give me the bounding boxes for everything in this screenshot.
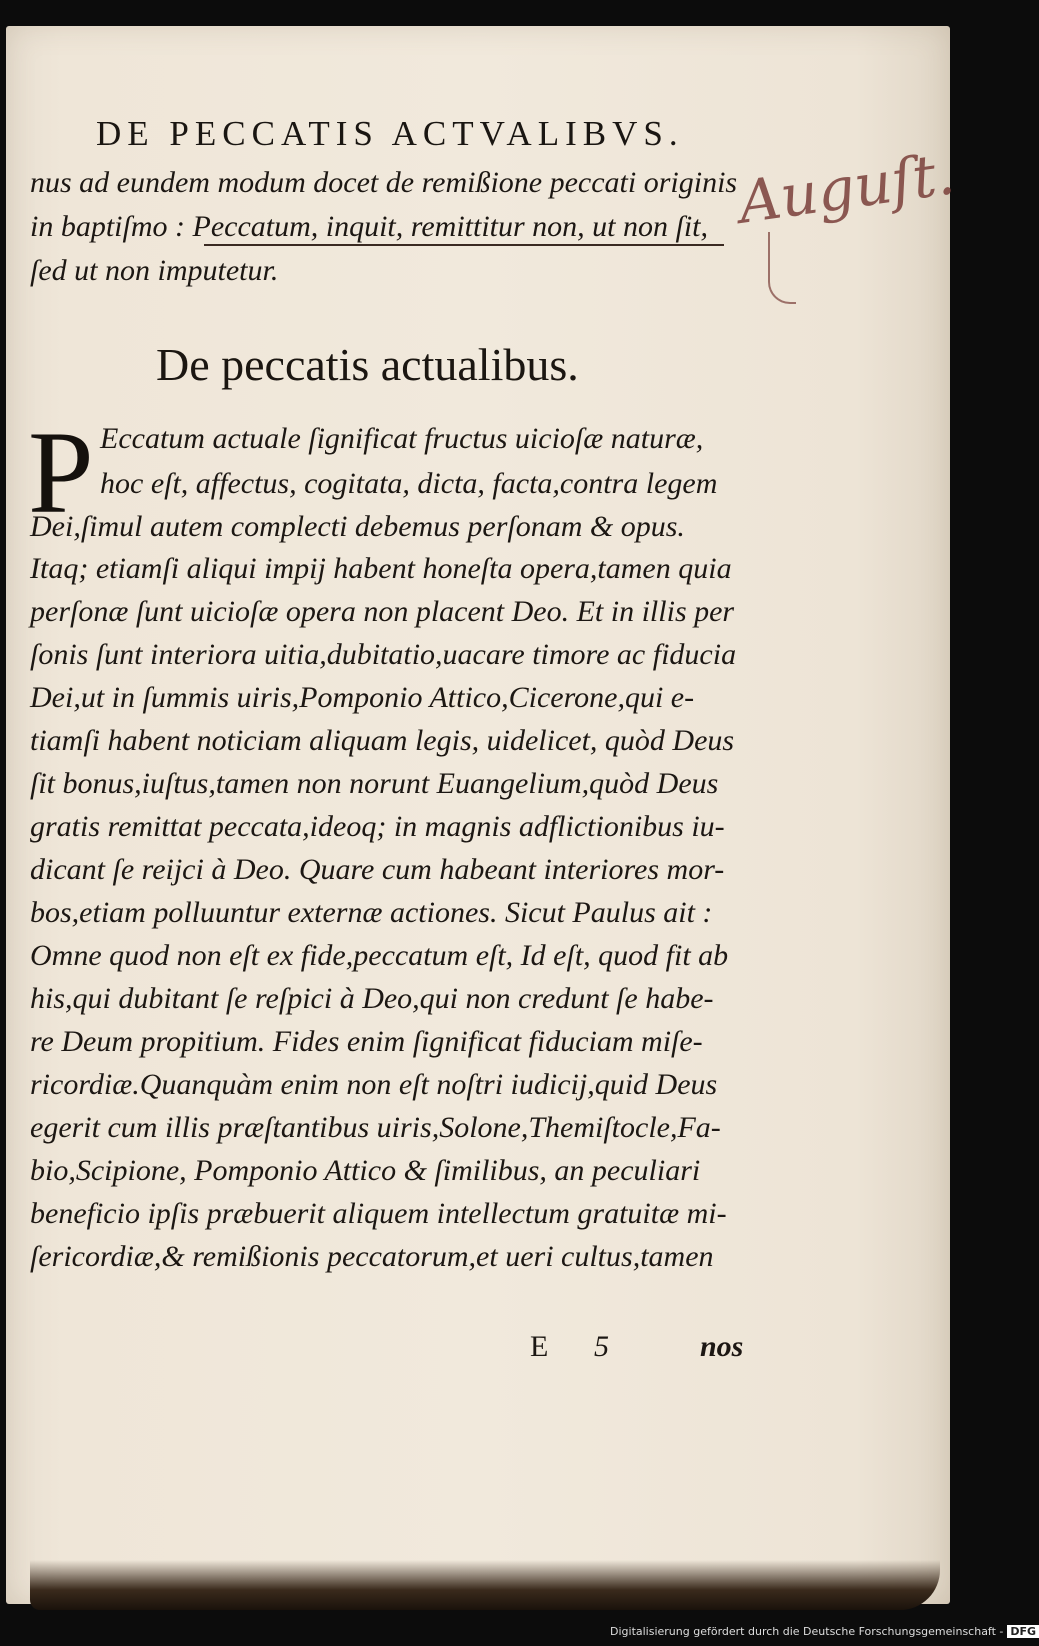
body-line: ſit bonus,iuſtus,tamen non norunt Euangelium,quòd Deus — [30, 767, 719, 800]
signature-number: 5 — [594, 1330, 609, 1363]
body-line: Itaq; etiamſi aliqui impij habent honeſta opera,tamen quia — [30, 552, 732, 585]
section-title: De peccatis actualibus. — [156, 339, 579, 390]
body-line: gratis remittat peccata,ideoq; in magnis adflictionibus iu- — [30, 810, 725, 843]
intro-line: in baptiſmo : Peccatum, inquit, remittitur non, ut non ſit, — [30, 210, 709, 243]
body-line: perſonæ ſunt uicioſæ opera non placent Deo. Et in illis per — [30, 595, 735, 628]
body-line: hoc eſt, affectus, cogitata, dicta, facta,contra legem — [100, 467, 718, 500]
handwritten-marginalia: Auguſt. — [734, 139, 959, 237]
dfg-logo: DFG — [1007, 1625, 1039, 1638]
body-line: Omne quod non eſt ex fide,peccatum eſt, Id eſt, quod fit ab — [30, 939, 729, 972]
handwritten-underline — [204, 244, 724, 246]
body-line: bio,Scipione, Pomponio Attico & ſimilibus, an peculiari — [30, 1154, 701, 1187]
digitization-credit — [610, 1625, 1039, 1638]
body-line: bos,etiam polluuntur externæ actiones. Sicut Paulus ait : — [30, 896, 713, 929]
drop-capital: P — [28, 407, 94, 538]
intro-line: ſed ut non imputetur. — [30, 254, 279, 287]
body-line: egerit cum illis præſtantibus uiris,Solone,Themiſtocle,Fa- — [30, 1111, 721, 1144]
digitization-credit-text: Digitalisierung gefördert durch die Deutsche Forschungsgemeinschaft - — [610, 1625, 1004, 1638]
handwritten-bracket-mark — [768, 232, 796, 304]
page-bottom-edge — [30, 1560, 940, 1610]
body-line: re Deum propitium. Fides enim ſignificat fiduciam miſe- — [30, 1025, 703, 1058]
body-line: beneficio ipſis præbuerit aliquem intellectum gratuitæ mi- — [30, 1197, 727, 1230]
body-line: Dei,ut in ſummis uiris,Pomponio Attico,Cicerone,qui e- — [30, 681, 695, 714]
signature-mark: E — [530, 1330, 549, 1363]
catchword: nos — [700, 1330, 744, 1363]
body-line: dicant ſe reijci à Deo. Quare cum habeant interiores mor- — [30, 853, 725, 886]
intro-line: nus ad eundem modum docet de remißione peccati originis — [30, 166, 738, 199]
running-head: DE PECCATIS ACTVALIBVS. — [96, 114, 684, 153]
body-line: Eccatum actuale ſignificat fructus uicioſæ naturæ, — [100, 422, 704, 455]
body-line: Dei,ſimul autem complecti debemus perſonam & opus. — [30, 510, 685, 543]
body-line: ſericordiæ,& remißionis peccatorum,et ueri cultus,tamen — [30, 1240, 714, 1273]
body-line: his,qui dubitant ſe reſpici à Deo,qui non credunt ſe habe- — [30, 982, 714, 1015]
body-line: ſonis ſunt interiora uitia,dubitatio,uacare timore ac fiducia — [30, 638, 737, 671]
body-line: tiamſi habent noticiam aliquam legis, uidelicet, quòd Deus — [30, 724, 735, 757]
body-line: ricordiæ.Quanquàm enim non eſt noſtri iudicij,quid Deus — [30, 1068, 718, 1101]
